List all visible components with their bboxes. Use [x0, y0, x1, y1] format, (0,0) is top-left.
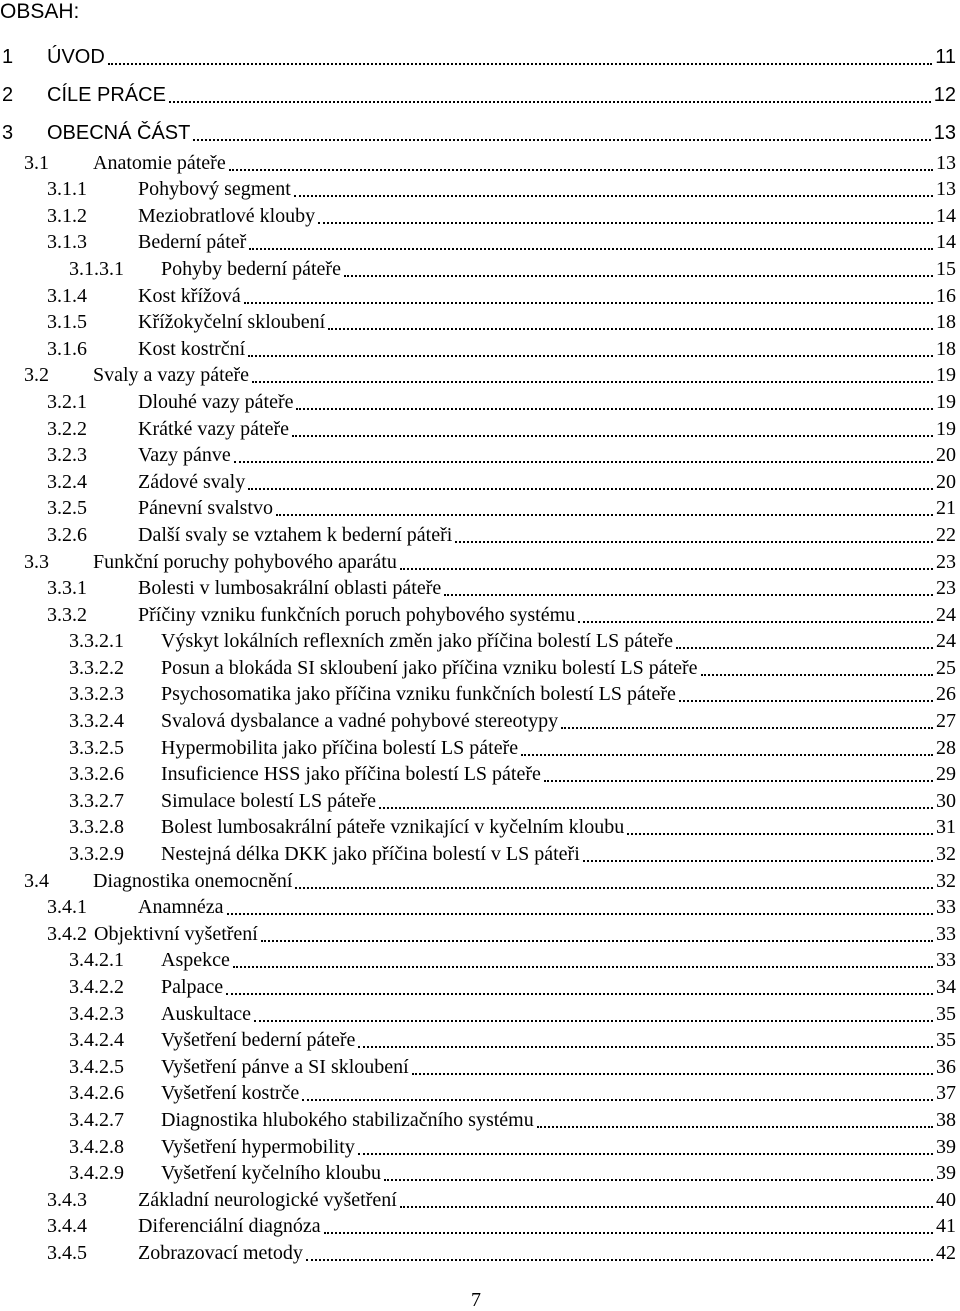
toc-entry-page: 11	[935, 46, 956, 68]
toc-entry-title: CÍLE PRÁCE	[47, 84, 166, 106]
toc-entry[interactable]	[0, 868, 960, 895]
toc-entry-page: 40	[936, 1188, 956, 1211]
toc-entry-title: Kost kostrční	[138, 337, 246, 360]
dot-leader	[296, 408, 933, 410]
toc-entry[interactable]	[0, 1081, 960, 1108]
toc-entry-page: 32	[936, 869, 956, 892]
dot-leader	[701, 674, 933, 676]
toc-entry-number: 3.2.2	[47, 417, 87, 440]
toc-entry-title: Insuficience HSS jako příčina bolestí LS páteře	[161, 763, 541, 786]
toc-entry-number: 3.4.2.6	[69, 1082, 124, 1105]
toc-entry[interactable]	[0, 256, 960, 283]
toc-entry[interactable]	[0, 112, 960, 150]
toc-entry-page: 19	[936, 390, 956, 413]
dot-leader	[328, 328, 933, 330]
toc-entry[interactable]	[0, 36, 960, 74]
toc-entry[interactable]	[0, 150, 960, 177]
dot-leader	[358, 1046, 933, 1048]
toc-entry-number: 3.4.2.5	[69, 1055, 124, 1078]
toc-entry-title: Další svaly se vztahem k bederní páteři	[138, 523, 453, 546]
toc-entry[interactable]	[0, 1107, 960, 1134]
toc-entry-page: 36	[936, 1055, 956, 1078]
toc-entry[interactable]	[0, 469, 960, 496]
toc-entry-number: 3.4.2.3	[69, 1002, 124, 1025]
toc-entry[interactable]	[0, 682, 960, 709]
toc-entry-number: 3.2.4	[47, 470, 87, 493]
dot-leader	[400, 568, 933, 570]
toc-entry-title: OBECNÁ ČÁST	[47, 122, 191, 144]
dot-leader	[169, 101, 931, 103]
toc-entry-page: 18	[936, 337, 956, 360]
toc-entry[interactable]	[0, 310, 960, 337]
dot-leader	[578, 621, 933, 623]
toc-entry[interactable]	[0, 1054, 960, 1081]
dot-leader	[561, 727, 933, 729]
toc-entry[interactable]	[0, 602, 960, 629]
toc-entry[interactable]	[0, 416, 960, 443]
page-number: 7	[471, 1289, 481, 1311]
toc-entry-number: 3.4.2.9	[69, 1162, 124, 1185]
toc-entry-title: Krátké vazy páteře	[138, 417, 290, 440]
toc-entry-page: 15	[936, 257, 956, 280]
dot-leader	[294, 195, 933, 197]
toc-entry-page: 35	[936, 1002, 956, 1025]
toc-entry[interactable]	[0, 921, 960, 948]
toc-entry-title: Svaly a vazy páteře	[93, 364, 250, 387]
toc-entry-number: 3.3.2.6	[69, 763, 124, 786]
toc-entry[interactable]	[0, 655, 960, 682]
toc-entry-number: 3.4.1	[47, 896, 87, 919]
toc-entry[interactable]	[0, 1001, 960, 1028]
toc-entry-page: 30	[936, 789, 956, 812]
dot-leader	[537, 1126, 933, 1128]
toc-entry[interactable]	[0, 708, 960, 735]
toc-entry-title: Diagnostika hlubokého stabilizačního systému	[161, 1108, 534, 1131]
toc-entry-page: 26	[936, 683, 956, 706]
toc-entry[interactable]	[0, 336, 960, 363]
toc-entry-page: 23	[936, 577, 956, 600]
dot-leader	[676, 647, 933, 649]
toc-entry[interactable]	[0, 841, 960, 868]
toc-entry-page: 33	[936, 949, 956, 972]
dot-leader	[295, 887, 933, 889]
toc-entry-number: 3.2	[24, 364, 49, 387]
toc-entry-number: 3.3.2.3	[69, 683, 124, 706]
toc-entry-page: 32	[936, 843, 956, 866]
toc-entry-title: Vyšetření kostrče	[161, 1082, 300, 1105]
toc-entry-number: 3.4	[24, 869, 49, 892]
toc-entry-page: 24	[936, 603, 956, 626]
dot-leader	[248, 355, 933, 357]
toc-entry-page: 18	[936, 311, 956, 334]
dot-leader	[521, 754, 933, 756]
toc-entry-page: 27	[936, 710, 956, 733]
toc-entry-page: 42	[936, 1241, 956, 1264]
toc-entry-title: Diagnostika onemocnění	[93, 869, 293, 892]
toc-entry-title: Zádové svaly	[138, 470, 246, 493]
toc-entry-page: 14	[936, 204, 956, 227]
toc-entry-number: 3.4.3	[47, 1188, 87, 1211]
toc-entry[interactable]	[0, 1240, 960, 1267]
toc-entry-page: 24	[936, 630, 956, 653]
toc-entry-page: 23	[936, 550, 956, 573]
toc-entry[interactable]	[0, 74, 960, 112]
dot-leader	[358, 1153, 933, 1155]
toc-entry-page: 33	[936, 896, 956, 919]
toc-entry-number: 3.4.2.2	[69, 976, 124, 998]
toc-entry-number: 3.2.5	[47, 497, 87, 520]
toc-entry-title: Svalová dysbalance a vadné pohybové stereotypy	[161, 710, 559, 733]
toc-entry-title: Vyšetření kyčelního kloubu	[161, 1162, 381, 1185]
toc-entry-number: 3.1	[24, 151, 49, 174]
toc-entry-number: 1	[2, 46, 14, 68]
toc-entry-title: Diferenciální diagnóza	[138, 1215, 321, 1238]
toc-entry[interactable]	[0, 735, 960, 762]
toc-entry-title: Hypermobilita jako příčina bolestí LS páteře	[161, 736, 519, 759]
toc-entry-title: Anatomie páteře	[93, 151, 226, 174]
toc-entry-number: 3.2.1	[47, 390, 87, 413]
toc-entry-title: Pánevní svalstvo	[138, 497, 273, 520]
toc-entry-page: 39	[936, 1135, 956, 1158]
toc-entry-title: Dlouhé vazy páteře	[138, 390, 294, 413]
toc-entry-page: 22	[936, 523, 956, 546]
toc-entry[interactable]	[0, 549, 960, 576]
toc-entry-title: Meziobratlové klouby	[138, 204, 316, 227]
toc-entry-title: Vyšetření pánve a SI skloubení	[161, 1055, 409, 1078]
toc-entry-number: 3.1.1	[47, 178, 87, 201]
toc-entry-number: 3.1.3.1	[69, 257, 124, 280]
toc-entry-title: Pohyby bederní páteře	[161, 257, 341, 280]
toc-entry-number: 3.3.2.2	[69, 656, 124, 679]
toc-entry[interactable]	[0, 443, 960, 470]
dot-leader	[455, 541, 933, 543]
toc-entry-number: 3.3	[24, 550, 49, 573]
toc-entry-number: 3.2.3	[47, 444, 87, 467]
dot-leader	[233, 966, 933, 968]
toc-entry-title: ÚVOD	[47, 46, 105, 68]
toc-entry-page: 13	[936, 178, 956, 201]
dot-leader	[227, 913, 933, 915]
dot-leader	[229, 169, 933, 171]
toc-entry-page: 14	[936, 231, 956, 254]
toc-entry-number: 3.3.2.5	[69, 736, 124, 759]
toc-entry-title: Aspekce	[161, 949, 230, 972]
toc-entry-title: Kost křížová	[138, 284, 241, 307]
toc-entry-title: Příčiny vzniku funkčních poruch pohybového systému	[138, 603, 576, 626]
toc-entry-page: 12	[933, 84, 956, 106]
toc-entry-page: 13	[936, 151, 956, 174]
toc-entry[interactable]	[0, 389, 960, 416]
toc-entry[interactable]	[0, 1028, 960, 1055]
toc-entry-number: 3.3.2.4	[69, 710, 124, 733]
dot-leader	[261, 940, 933, 942]
toc-entry-number: 3.4.2.8	[69, 1135, 124, 1158]
toc-entry-title: Základní neurologické vyšetření	[138, 1188, 397, 1211]
toc-entry-page: 20	[936, 444, 956, 467]
toc-entry-number: 3.3.2.1	[69, 630, 124, 653]
toc-entry[interactable]	[0, 1161, 960, 1188]
toc-entry-title: Psychosomatika jako příčina vzniku funkčních bolestí LS páteře	[161, 683, 676, 706]
toc-entry-number: 3.4.4	[47, 1215, 87, 1238]
dot-leader	[306, 1259, 933, 1261]
dot-leader	[400, 1206, 933, 1208]
toc-entry-page: 31	[936, 816, 956, 839]
toc-entry-page: 29	[936, 763, 956, 786]
toc-entry[interactable]	[0, 1214, 960, 1241]
dot-leader	[379, 807, 933, 809]
toc-entry-page: 35	[936, 1029, 956, 1052]
toc-entry-page: 33	[936, 922, 956, 945]
toc-entry[interactable]	[0, 230, 960, 257]
toc-entry-title: Vazy pánve	[138, 444, 231, 467]
toc-entry-title: Výskyt lokálních reflexních změn jako příčina bolestí LS páteře	[161, 630, 674, 653]
toc-entry[interactable]	[0, 1187, 960, 1214]
toc-entry-number: 3.3.2.9	[69, 843, 124, 866]
toc-entry-number: 3.4.2	[47, 922, 87, 945]
toc-entry-page: 19	[936, 364, 956, 387]
dot-leader	[276, 514, 933, 516]
toc-entry-page: 39	[936, 1162, 956, 1185]
toc-entry-title: Funkční poruchy pohybového aparátu	[93, 550, 397, 573]
toc-heading: OBSAH:	[0, 0, 80, 23]
toc-entry-number: 3	[2, 122, 14, 144]
toc-entry-title: Simulace bolestí LS páteře	[161, 789, 376, 812]
toc-entry[interactable]	[0, 522, 960, 549]
dot-leader	[254, 1020, 933, 1022]
toc-entry[interactable]	[0, 1134, 960, 1161]
toc-entry-title: Posun a blokáda SI skloubení jako příčina vzniku bolestí LS páteře	[161, 656, 698, 679]
toc-entry[interactable]	[0, 283, 960, 310]
toc-entry-title: Křížokyčelní skloubení	[138, 311, 326, 334]
toc-entry-number: 3.1.3	[47, 231, 87, 254]
dot-leader	[302, 1099, 933, 1101]
toc-entry-number: 3.3.2	[47, 603, 87, 626]
toc-entry-title: Zobrazovací metody	[138, 1241, 303, 1264]
toc-entry-number: 3.3.1	[47, 577, 87, 600]
toc-entry-page: 25	[936, 656, 956, 679]
toc-entry-number: 3.4.5	[47, 1241, 87, 1264]
dot-leader	[193, 139, 930, 141]
dot-leader	[292, 435, 933, 437]
toc-entry-title: Objektivní vyšetření	[94, 922, 258, 945]
toc-entry-page: 21	[936, 497, 956, 520]
dot-leader	[318, 222, 933, 224]
toc-entry-title: Palpace	[161, 976, 224, 998]
toc-entry-title: Pohybový segment	[138, 178, 291, 201]
toc-entry-page: 20	[936, 470, 956, 493]
toc-entry-title: Nestejná délka DKK jako příčina bolestí v LS páteři	[161, 843, 580, 866]
toc-entry[interactable]	[0, 363, 960, 390]
toc-entry-page: 16	[936, 284, 956, 307]
dot-leader	[544, 780, 933, 782]
toc-entry-number: 3.1.2	[47, 204, 87, 227]
dot-leader	[444, 594, 933, 596]
toc-entry[interactable]	[0, 576, 960, 603]
toc-entry-title: Anamnéza	[138, 896, 224, 919]
toc-entry[interactable]	[0, 629, 960, 656]
toc-entry-page: 34	[936, 976, 956, 998]
toc-entry-number: 3.4.2.1	[69, 949, 124, 972]
toc-entry-title: Bolest lumbosakrální páteře vznikající v kyčelním kloubu	[161, 816, 625, 839]
toc-entry[interactable]	[0, 815, 960, 842]
toc-entry-title: Bederní páteř	[138, 231, 247, 254]
dot-leader	[679, 700, 933, 702]
toc-entry[interactable]	[0, 496, 960, 523]
toc-entry-page: 41	[936, 1215, 956, 1238]
dot-leader	[384, 1179, 933, 1181]
dot-leader	[412, 1073, 933, 1075]
dot-leader	[234, 461, 933, 463]
toc-entry-title: Vyšetření hypermobility	[161, 1135, 355, 1158]
toc-entry-page: 13	[933, 122, 956, 144]
dot-leader	[249, 248, 933, 250]
toc-entry-number: 3.4.2.4	[69, 1029, 124, 1052]
toc-entry-number: 3.3.2.7	[69, 789, 124, 812]
dot-leader	[252, 381, 933, 383]
toc-entry-number: 3.3.2.8	[69, 816, 124, 839]
toc-entry[interactable]	[0, 762, 960, 789]
dot-leader	[226, 993, 933, 995]
toc-entry[interactable]	[0, 948, 960, 975]
dot-leader	[344, 275, 933, 277]
dot-leader	[108, 63, 932, 65]
toc-entry-page: 37	[936, 1082, 956, 1105]
dot-leader	[627, 833, 933, 835]
toc-entry-title: Bolesti v lumbosakrální oblasti páteře	[138, 577, 442, 600]
toc-entry-number: 3.1.4	[47, 284, 87, 307]
toc-entry[interactable]	[0, 895, 960, 922]
toc-entry-number: 2	[2, 84, 14, 106]
dot-leader	[583, 860, 933, 862]
toc-entry-page: 38	[936, 1108, 956, 1131]
toc-entry-page: 28	[936, 736, 956, 759]
toc-entry[interactable]	[0, 177, 960, 204]
toc-entry[interactable]	[0, 203, 960, 230]
toc-entry-number: 3.1.6	[47, 337, 87, 360]
dot-leader	[324, 1232, 933, 1234]
toc-entry-title: Vyšetření bederní páteře	[161, 1029, 356, 1052]
table-of-contents	[0, 36, 960, 1267]
toc-entry-number: 3.4.2.7	[69, 1108, 124, 1131]
toc-entry-title: Auskultace	[161, 1002, 251, 1025]
toc-entry[interactable]	[0, 788, 960, 815]
toc-entry-number: 3.2.6	[47, 523, 87, 546]
toc-entry-page: 19	[936, 417, 956, 440]
toc-entry[interactable]	[0, 974, 960, 1001]
toc-entry-number: 3.1.5	[47, 311, 87, 334]
dot-leader	[248, 488, 933, 490]
dot-leader	[244, 302, 933, 304]
